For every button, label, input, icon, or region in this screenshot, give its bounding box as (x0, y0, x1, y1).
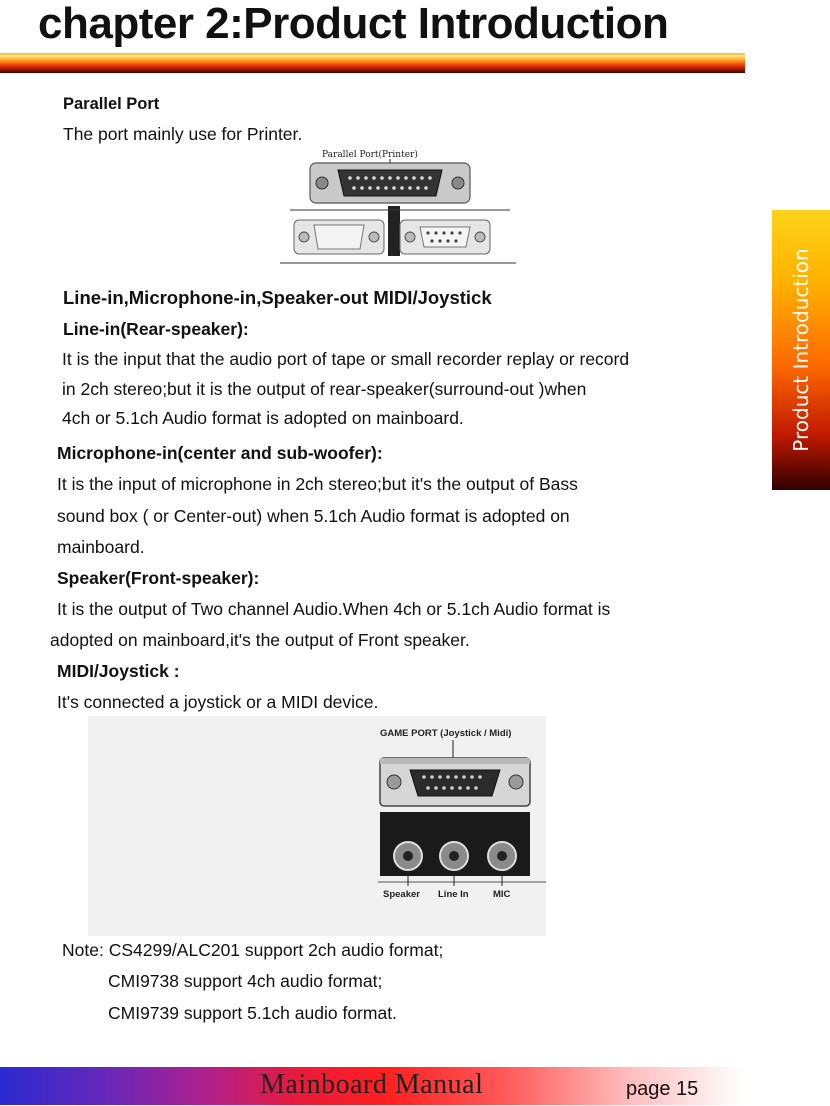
note-line: CMI9738 support 4ch audio format; (108, 971, 383, 991)
line-in-text-line: It is the input that the audio port of tape or small recorder replay or record (62, 349, 630, 369)
footer-label: Mainboard Manual (260, 1069, 484, 1100)
jack-label-speaker: Speaker (383, 889, 420, 900)
side-tab (772, 210, 830, 490)
mic-heading: Microphone-in(center and sub-woofer): (57, 443, 383, 463)
note-line: Note: CS4299/ALC201 support 2ch audio format; (62, 940, 444, 960)
note-line: CMI9739 support 5.1ch audio format. (108, 1003, 397, 1023)
mic-text-line: sound box ( or Center-out) when 5.1ch Audio format is adopted on (57, 506, 570, 526)
jack-label-line-in: Line In (438, 889, 469, 900)
jack-label-mic: MIC (493, 889, 511, 900)
parallel-port-desc: The port mainly use for Printer. (63, 124, 303, 144)
speaker-text-line: adopted on mainboard,it's the output of Front speaker. (50, 630, 470, 650)
game-port-figure (88, 716, 546, 936)
line-in-text-line: 4ch or 5.1ch Audio format is adopted on mainboard. (62, 408, 464, 428)
midi-heading: MIDI/Joystick : (57, 661, 180, 681)
midi-text-line: It's connected a joystick or a MIDI device. (57, 692, 379, 712)
parallel-port-figure-label: Parallel Port(Printer) (322, 150, 418, 160)
mic-text-line: It is the input of microphone in 2ch stereo;but it's the output of Bass (57, 474, 578, 494)
speaker-text-line: It is the output of Two channel Audio.When 4ch or 5.1ch Audio format is (57, 599, 611, 619)
page-title: chapter 2:Product Introduction (38, 0, 669, 48)
speaker-heading: Speaker(Front-speaker): (57, 568, 260, 588)
side-tab-label: Product Introduction (789, 248, 813, 452)
audio-heading: Line-in,Microphone-in,Speaker-out MIDI/Joystick (63, 287, 492, 308)
parallel-port-figure (280, 148, 516, 268)
line-in-text-line: in 2ch stereo;but it is the output of rear-speaker(surround-out )when (62, 379, 587, 399)
game-port-title: GAME PORT (Joystick / Midi) (380, 728, 512, 739)
page-number: page 15 (626, 1078, 699, 1100)
title-divider-bar (0, 55, 745, 73)
parallel-port-heading: Parallel Port (63, 95, 160, 113)
line-in-heading: Line-in(Rear-speaker): (63, 319, 249, 339)
mic-text-line: mainboard. (57, 537, 145, 557)
